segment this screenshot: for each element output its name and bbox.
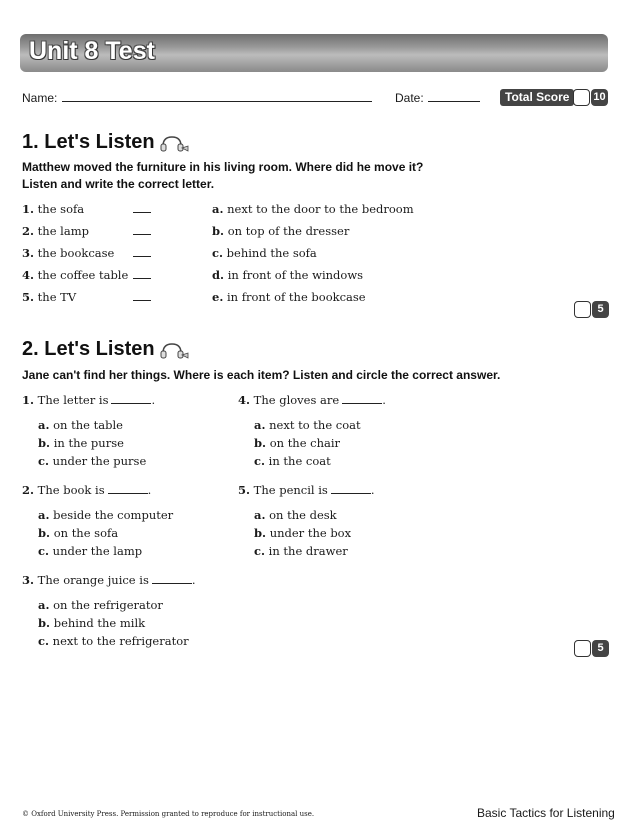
answer-blank: [111, 403, 151, 404]
answer-choice[interactable]: a. next to the coat: [254, 418, 361, 432]
match-item: 4. the coffee table: [22, 268, 129, 282]
question-stem: 4. The gloves are .: [238, 393, 386, 407]
match-item: 1. the sofa: [22, 202, 85, 216]
answer-blank[interactable]: [133, 278, 151, 279]
headphones-icon: [160, 341, 190, 359]
section1-instructions-1: Matthew moved the furniture in his living room. Where did he move it?: [22, 160, 424, 174]
match-option: a. next to the door to the bedroom: [212, 202, 414, 216]
answer-choice[interactable]: c. under the purse: [38, 454, 147, 468]
name-label: Name:: [22, 91, 58, 105]
answer-blank: [152, 583, 192, 584]
date-label: Date:: [395, 91, 424, 105]
answer-blank: [108, 493, 148, 494]
answer-choice[interactable]: b. under the box: [254, 526, 352, 540]
section2-score-max: 5: [592, 640, 609, 657]
answer-choice[interactable]: a. on the table: [38, 418, 123, 432]
question-stem: 5. The pencil is .: [238, 483, 375, 497]
section1-score-box[interactable]: [574, 301, 591, 318]
answer-choice[interactable]: b. in the purse: [38, 436, 124, 450]
section2-heading: 2. Let's Listen: [22, 338, 155, 360]
answer-choice[interactable]: c. in the coat: [254, 454, 331, 468]
answer-blank[interactable]: [133, 256, 151, 257]
section1-heading: 1. Let's Listen: [22, 131, 155, 153]
question-stem: 2. The book is .: [22, 483, 152, 497]
answer-choice[interactable]: b. on the sofa: [38, 526, 119, 540]
answer-blank: [331, 493, 371, 494]
date-field-line[interactable]: [428, 101, 480, 102]
answer-choice[interactable]: b. behind the milk: [38, 616, 146, 630]
headphones-icon: [160, 134, 190, 152]
match-item: 3. the bookcase: [22, 246, 115, 260]
answer-choice[interactable]: a. on the refrigerator: [38, 598, 163, 612]
section2-instructions: Jane can't find her things. Where is each item? Listen and circle the correct answer.: [22, 368, 501, 382]
answer-choice[interactable]: a. on the desk: [254, 508, 337, 522]
question-stem: 1. The letter is .: [22, 393, 156, 407]
answer-blank[interactable]: [133, 212, 151, 213]
unit-title: Unit 8 Test: [29, 37, 155, 65]
match-option: b. on top of the dresser: [212, 224, 350, 238]
total-score-badge: Total Score: [500, 89, 574, 106]
question-stem: 3. The orange juice is .: [22, 573, 196, 587]
section2-score-box[interactable]: [574, 640, 591, 657]
section1-score-max: 5: [592, 301, 609, 318]
total-score-box[interactable]: [573, 89, 590, 106]
answer-blank: [342, 403, 382, 404]
match-item: 2. the lamp: [22, 224, 89, 238]
unit-title-banner: [20, 34, 608, 72]
match-option: e. in front of the bookcase: [212, 290, 366, 304]
answer-choice[interactable]: a. beside the computer: [38, 508, 174, 522]
match-item: 5. the TV: [22, 290, 77, 304]
answer-choice[interactable]: b. on the chair: [254, 436, 341, 450]
copyright-notice: © Oxford University Press. Permission granted to reproduce for instructional use.: [22, 810, 315, 818]
answer-choice[interactable]: c. next to the refrigerator: [38, 634, 189, 648]
answer-choice[interactable]: c. under the lamp: [38, 544, 143, 558]
match-option: d. in front of the windows: [212, 268, 364, 282]
total-score-max: 10: [591, 89, 608, 106]
answer-blank[interactable]: [133, 300, 151, 301]
name-field-line[interactable]: [62, 101, 372, 102]
book-title: Basic Tactics for Listening: [477, 806, 615, 820]
answer-blank[interactable]: [133, 234, 151, 235]
match-option: c. behind the sofa: [212, 246, 317, 260]
answer-choice[interactable]: c. in the drawer: [254, 544, 348, 558]
section1-instructions-2: Listen and write the correct letter.: [22, 177, 215, 191]
